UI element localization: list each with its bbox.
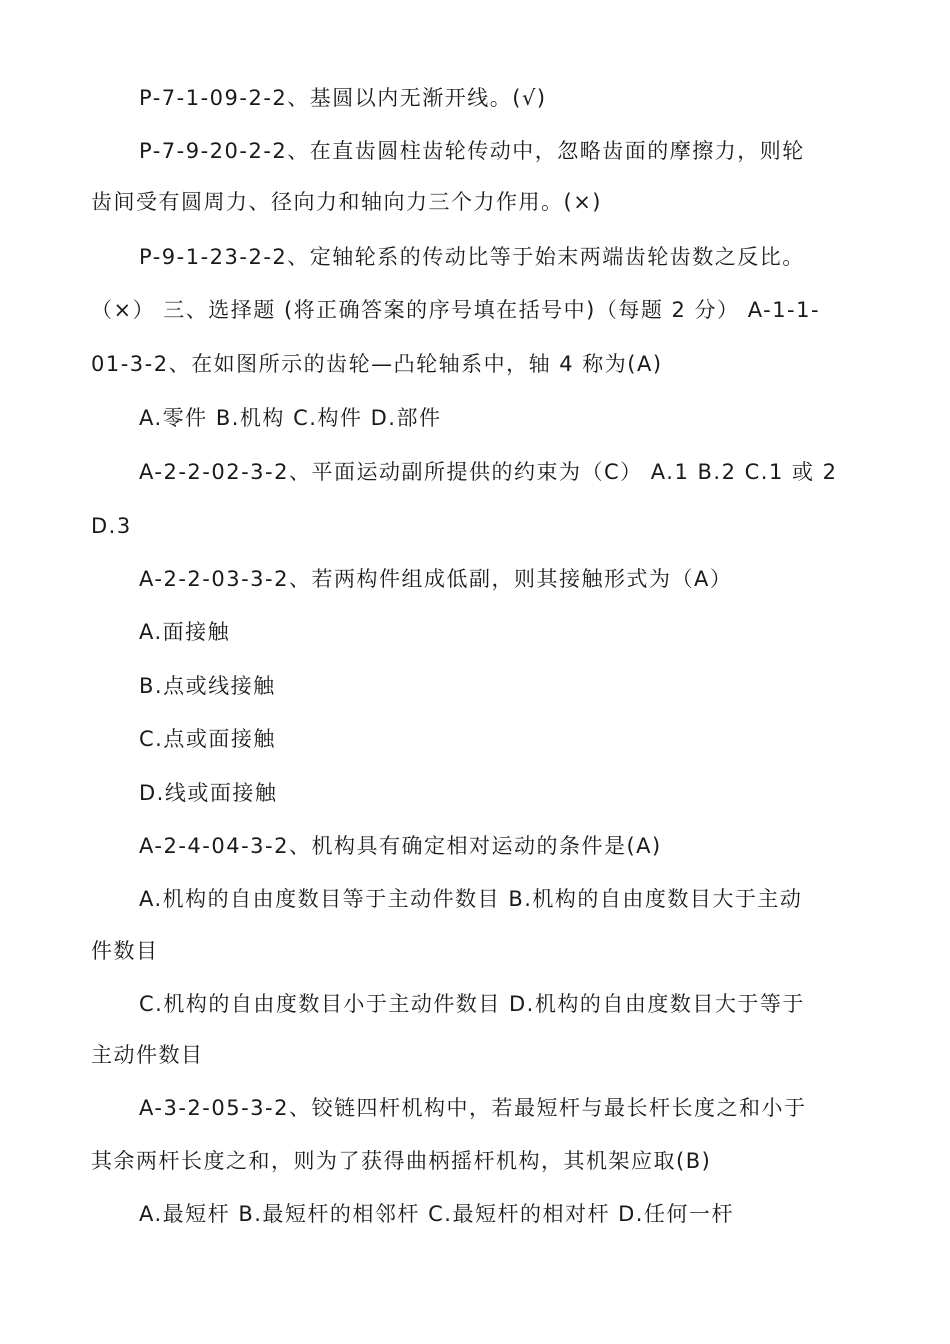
text-line: D.3 (91, 514, 132, 538)
text-line: 主动件数目 (91, 1043, 204, 1067)
text-line: 其余两杆长度之和，则为了获得曲柄摇杆机构，其机架应取(B) (91, 1149, 712, 1173)
text-line: A.最短杆 B.最短杆的相邻杆 C.最短杆的相对杆 D.任何一杆 (139, 1202, 734, 1226)
text-line: P-7-9-20-2-2、在直齿圆柱齿轮传动中，忽略齿面的摩擦力，则轮 (139, 139, 805, 163)
text-line: A-2-2-03-3-2、若两构件组成低副，则其接触形式为（A） (139, 567, 733, 591)
text-line: A-2-2-02-3-2、平面运动副所提供的约束为（C） A.1 B.2 C.1 或 2 (139, 460, 838, 484)
text-line: A.零件 B.机构 C.构件 D.部件 (139, 406, 442, 430)
text-line: P-9-1-23-2-2、定轴轮系的传动比等于始末两端齿轮齿数之反比。 (139, 245, 805, 269)
text-line: B.点或线接触 (139, 674, 276, 698)
text-line: C.机构的自由度数目小于主动件数目 D.机构的自由度数目大于等于 (139, 992, 805, 1016)
text-line: C.点或面接触 (139, 727, 276, 751)
text-line: （×） 三、选择题 (将正确答案的序号填在括号中)（每题 2 分） A-1-1- (91, 298, 821, 322)
text-line: 齿间受有圆周力、径向力和轴向力三个力作用。(×) (91, 190, 602, 214)
text-line: D.线或面接触 (139, 781, 278, 805)
text-line: 件数目 (91, 939, 159, 963)
text-line: A.机构的自由度数目等于主动件数目 B.机构的自由度数目大于主动 (139, 887, 803, 911)
text-line: A.面接触 (139, 620, 231, 644)
text-line: P-7-1-09-2-2、基圆以内无渐开线。(√) (139, 86, 547, 110)
text-line: A-2-4-04-3-2、机构具有确定相对运动的条件是(A) (139, 834, 662, 858)
text-line: A-3-2-05-3-2、铰链四杆机构中，若最短杆与最长杆长度之和小于 (139, 1096, 807, 1120)
text-line: 01-3-2、在如图所示的齿轮—凸轮轴系中，轴 4 称为(A) (91, 352, 663, 376)
